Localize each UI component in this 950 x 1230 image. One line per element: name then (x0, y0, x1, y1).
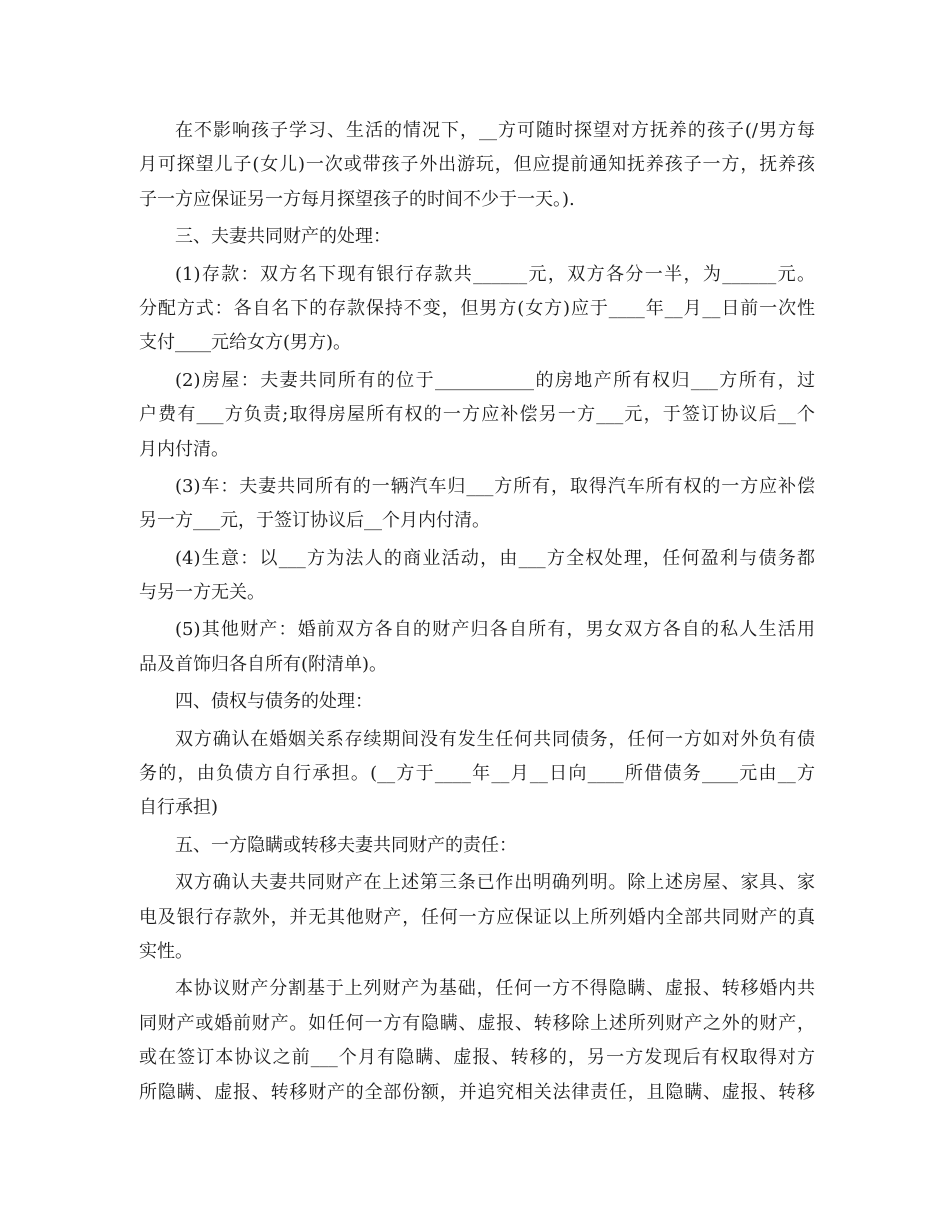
document-body (139, 114, 815, 1110)
section-heading-debts: 四、债权与债务的处理： (175, 691, 373, 713)
paragraph-deposit-line-2: 分配方式：各自名下的存款保持不变，但男方(女方)应于____年__月__日前一次性 (139, 297, 815, 319)
paragraph-division-line-4: 所隐瞒、虚报、转移财产的全部份额，并追究相关法律责任，且隐瞒、虚报、转移 (139, 1081, 815, 1103)
section-heading-concealment: 五、一方隐瞒或转移夫妻共同财产的责任： (175, 834, 517, 856)
paragraph-house-line-2: 户费有___方负责;取得房屋所有权的一方应补偿另一方___元，于签订协议后__个 (139, 404, 815, 426)
paragraph-house-line-3: 月内付清。 (139, 438, 229, 460)
paragraph-visitation-line-1: 在不影响孩子学习、生活的情况下，__方可随时探望对方抚养的孩子(/男方每 (175, 120, 815, 141)
paragraph-confirmation-line-3: 实性。 (139, 940, 193, 962)
paragraph-division-line-3: 或在签订本协议之前___个月有隐瞒、虚报、转移的，另一方发现后有权取得对方 (139, 1047, 815, 1069)
paragraph-confirmation-line-2: 电及银行存款外，并无其他财产，任何一方应保证以上所列婚内全部共同财产的真 (139, 906, 815, 928)
paragraph-debts-line-2: 务的，由负债方自行承担。(__方于____年__月__日向____所借债务____元由__方 (139, 763, 815, 785)
paragraph-visitation-line-3: 子一方应保证另一方每月探望孩子的时间不少于一天。). (139, 188, 575, 210)
paragraph-car-line-1: (3)车：夫妻共同所有的一辆汽车归___方所有，取得汽车所有权的一方应补偿 (175, 475, 815, 497)
paragraph-other-property-line-2: 品及首饰归各自所有(附清单)。 (139, 653, 388, 675)
paragraph-debts-line-3: 自行承担) (139, 797, 219, 819)
paragraph-debts-line-1: 双方确认在婚姻关系存续期间没有发生任何共同债务，任何一方如对外负有债 (175, 728, 815, 750)
paragraph-division-line-1: 本协议财产分割基于上列财产为基础，任何一方不得隐瞒、虚报、转移婚内共 (175, 978, 815, 1000)
paragraph-business-line-2: 与另一方无关。 (139, 582, 265, 604)
section-heading-joint-property: 三、夫妻共同财产的处理： (175, 226, 391, 248)
paragraph-visitation-line-2: 月可探望儿子(女儿)一次或带孩子外出游玩，但应提前通知抚养孩子一方，抚养孩 (139, 154, 815, 176)
paragraph-division-line-2: 同财产或婚前财产。如任何一方有隐瞒、虚报、转移除上述所列财产之外的财产， (139, 1012, 815, 1034)
paragraph-confirmation-line-1: 双方确认夫妻共同财产在上述第三条已作出明确列明。除上述房屋、家具、家 (175, 872, 815, 894)
paragraph-house-line-1: (2)房屋：夫妻共同所有的位于___________的房地产所有权归___方所有，过 (175, 369, 815, 391)
paragraph-car-line-2: 另一方___元，于签订协议后__个月内付清。 (139, 510, 490, 532)
paragraph-deposit-line-3: 支付____元给女方(男方)。 (139, 332, 352, 354)
paragraph-business-line-1: (4)生意：以___方为法人的商业活动，由___方全权处理，任何盈利与债务都 (175, 547, 815, 569)
paragraph-other-property-line-1: (5)其他财产：婚前双方各自的财产归各自所有，男女双方各自的私人生活用 (175, 619, 815, 641)
paragraph-deposit-line-1: (1)存款：双方名下现有银行存款共______元，双方各分一半，为______元。 (175, 263, 815, 285)
